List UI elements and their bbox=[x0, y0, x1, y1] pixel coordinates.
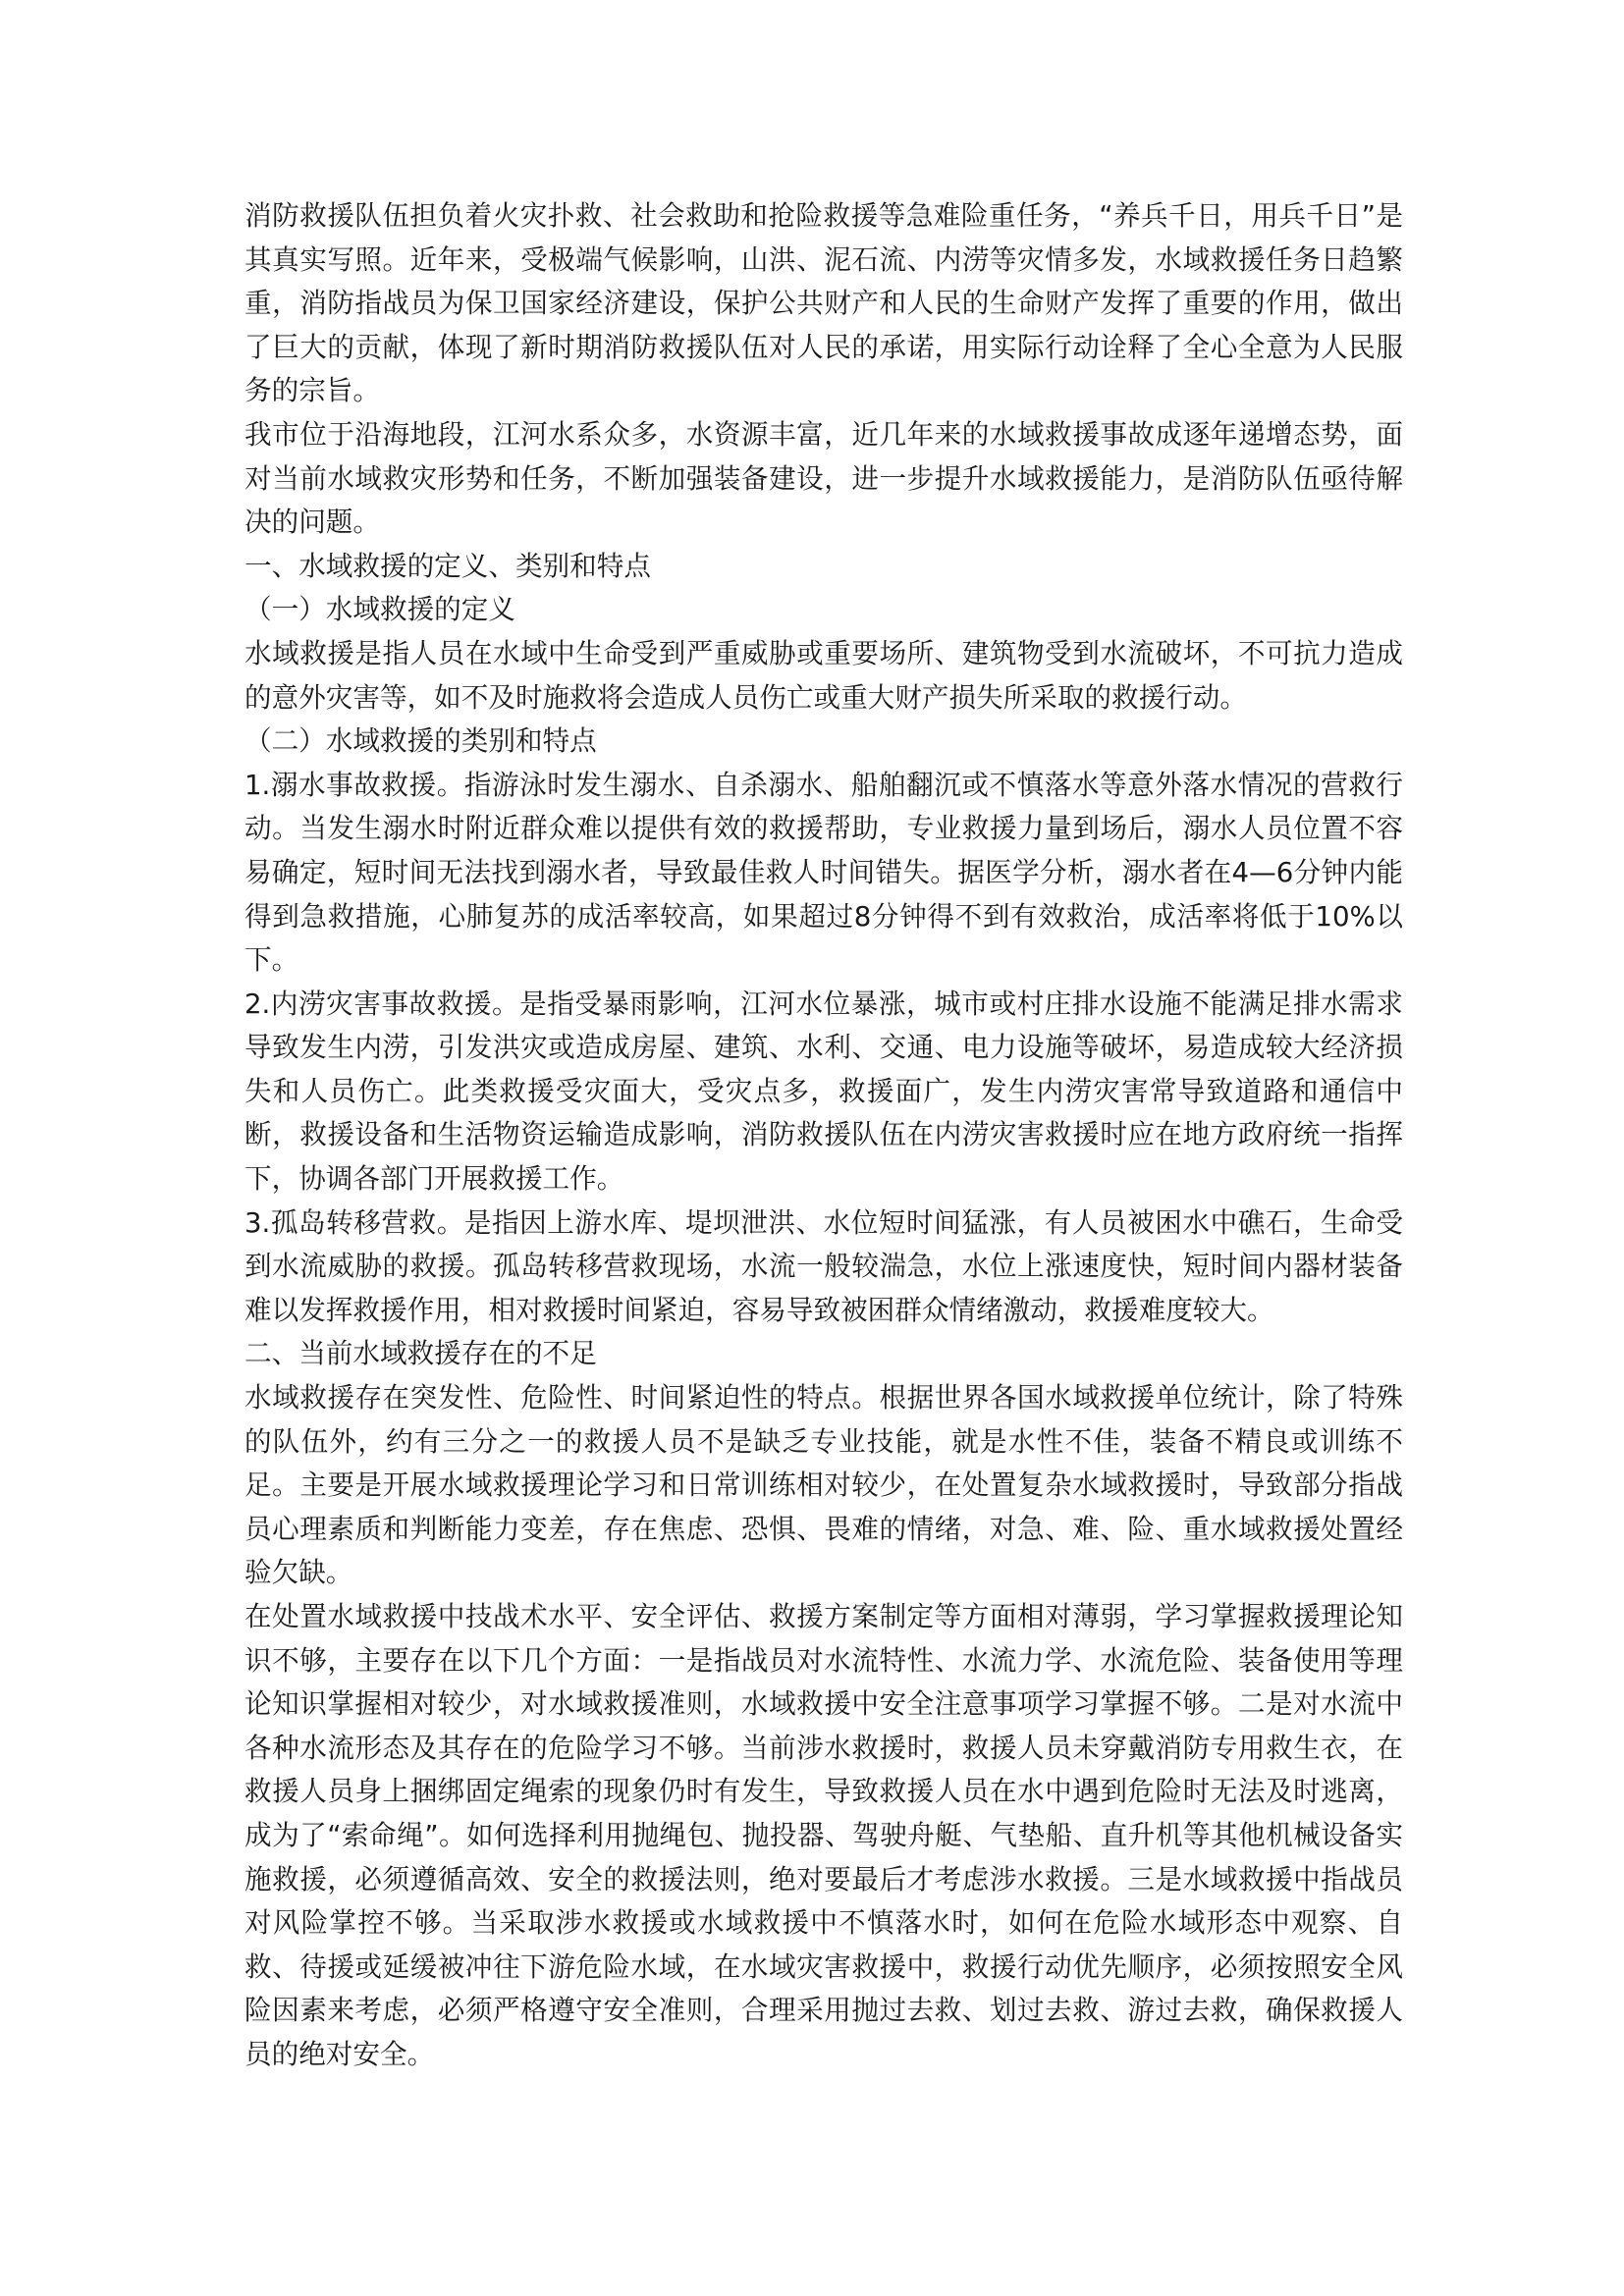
city-context-paragraph: 我市位于沿海地段，江河水系众多，水资源丰富，近几年来的水域救援事故成逐年递增态势，面对当前水域救灾形势和任务，不断加强装备建设，进一步提升水域救援能力，是消防队伍亟待解决的问题。 bbox=[244, 417, 1403, 539]
subsection-heading-1-1: （一）水域救援的定义 bbox=[244, 593, 515, 626]
subsection-heading-1-2: （二）水域救援的类别和特点 bbox=[244, 724, 597, 758]
shortcomings-paragraph: 水域救援存在突发性、危险性、时间紧迫性的特点。根据世界各国水域救援单位统计，除了特殊的队伍外，约有三分之一的救援人员不是缺乏专业技能，就是水性不佳，装备不精良或训练不足。主要是开展水域救援理论学习和日常训练相对较少，在处置复杂水域救援时，导致部分指战员心理素质和判断能力变差，存在焦虑、恐惧、畏难的情绪，对急、难、险、重水域救援处置经验欠缺。 bbox=[244, 1381, 1403, 1589]
category-drowning-paragraph: 1.溺水事故救援。指游泳时发生溺水、自杀溺水、船舶翻沉或不慎落水等意外落水情况的营救行动。当发生溺水时附近群众难以提供有效的救援帮助，专业救援力量到场后，溺水人员位置不容易确定，短时间无法找到溺水者，导致最佳救人时间错失。据医学分析，溺水者在4—6分钟内能得到急救措施，心肺复苏的成活率较高，如果超过8分钟得不到有效救治，成活率将低于10%以下。 bbox=[244, 768, 1403, 977]
section-heading-1: 一、水域救援的定义、类别和特点 bbox=[244, 549, 651, 582]
intro-paragraph: 消防救援队伍担负着火灾扑救、社会救助和抢险救援等急难险重任务，“养兵千日，用兵千日”是其真实写照。近年来，受极端气候影响，山洪、泥石流、内涝等灾情多发，水域救援任务日趋繁重，消防指战员为保卫国家经济建设，保护公共财产和人民的生命财产发挥了重要的作用，做出了巨大的贡献，体现了新时期消防救援队伍对人民的承诺，用实际行动诠释了全心全意为人民服务的宗旨。 bbox=[244, 199, 1403, 407]
section-heading-2: 二、当前水域救援存在的不足 bbox=[244, 1337, 597, 1370]
definition-paragraph: 水域救援是指人员在水域中生命受到严重威胁或重要场所、建筑物受到水流破坏，不可抗力造成的意外灾害等，如不及时施救将会造成人员伤亡或重大财产损失所采取的救援行动。 bbox=[244, 636, 1403, 714]
category-island-rescue-paragraph: 3.孤岛转移营救。是指因上游水库、堤坝泄洪、水位短时间猛涨，有人员被困水中礁石，生命受到水流威胁的救援。孤岛转移营救现场，水流一般较湍急，水位上涨速度快，短时间内器材装备难以发挥救援作用，相对救援时间紧迫，容易导致被困群众情绪激动，救援难度较大。 bbox=[244, 1205, 1403, 1326]
category-waterlogging-paragraph: 2.内涝灾害事故救援。是指受暴雨影响，江河水位暴涨，城市或村庄排水设施不能满足排水需求导致发生内涝，引发洪灾或造成房屋、建筑、水利、交通、电力设施等破坏，易造成较大经济损失和人员伤亡。此类救援受灾面大，受灾点多，救援面广，发生内涝灾害常导致道路和通信中断，救援设备和生活物资运输造成影响，消防救援队伍在内涝灾害救援时应在地方政府统一指挥下，协调各部门开展救援工作。 bbox=[244, 987, 1403, 1196]
document-body bbox=[244, 194, 1403, 2077]
tactics-paragraph: 在处置水域救援中技战术水平、安全评估、救援方案制定等方面相对薄弱，学习掌握救援理论知识不够，主要存在以下几个方面：一是指战员对水流特性、水流力学、水流危险、装备使用等理论知识掌握相对较少，对水域救援准则，水域救援中安全注意事项学习掌握不够。二是对水流中各种水流形态及其存在的危险学习不够。当前涉水救援时，救援人员未穿戴消防专用救生衣，在救援人员身上捆绑固定绳索的现象仍时有发生，导致救援人员在水中遇到危险时无法及时逃离，成为了“索命绳”。如何选择利用抛绳包、抛投器、驾驶舟艇、气垫船、直升机等其他机械设备实施救援，必须遵循高效、安全的救援法则，绝对要最后才考虑涉水救援。三是水域救援中指战员对风险掌控不够。当采取涉水救援或水域救援中不慎落水时，如何在危险水域形态中观察、自救、待援或延缓被冲往下游危险水域，在水域灾害救援中，救援行动优先顺序，必须按照安全风险因素来考虑，必须严格遵守安全准则，合理采用抛过去救、划过去救、游过去救，确保救援人员的绝对安全。 bbox=[244, 1600, 1403, 2070]
